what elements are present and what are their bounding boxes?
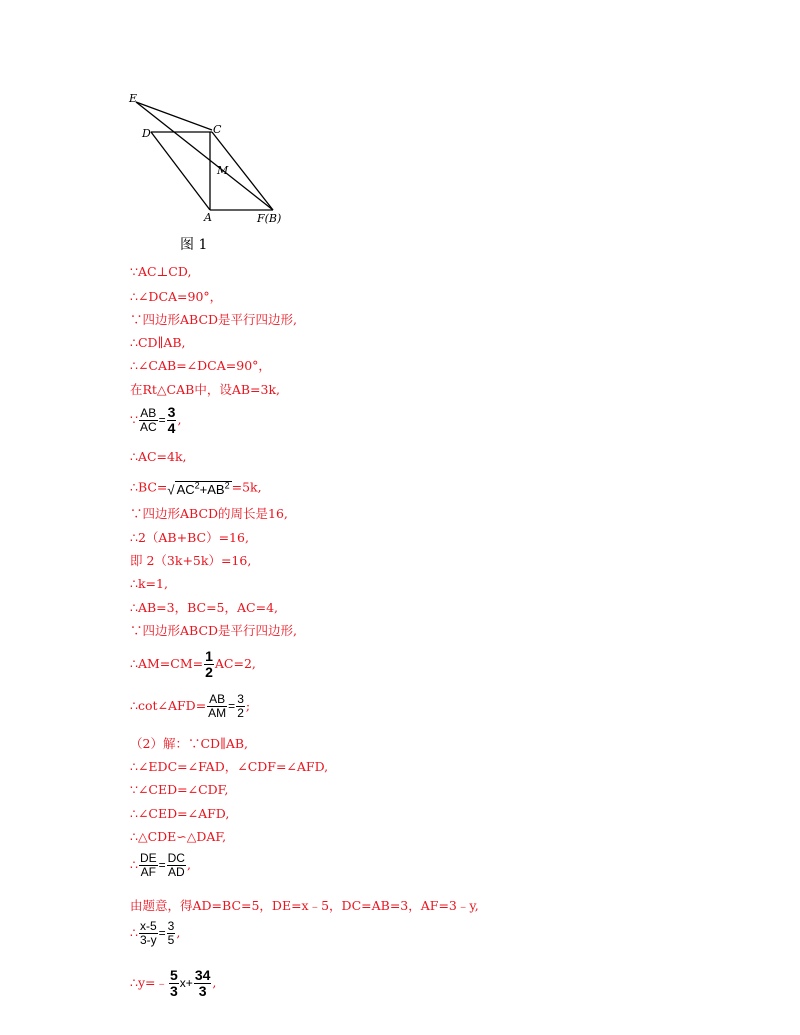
suffix: , bbox=[212, 975, 217, 990]
fraction bbox=[167, 405, 177, 436]
proof-line: ∴k=1, bbox=[130, 576, 168, 591]
denominator: AD bbox=[167, 865, 185, 879]
denominator: 2 bbox=[237, 706, 244, 720]
suffix: =5k, bbox=[231, 479, 262, 495]
prefix: ∴ bbox=[130, 925, 138, 940]
denominator: 3 bbox=[170, 983, 178, 999]
label-FB: F(B) bbox=[257, 212, 282, 225]
fraction bbox=[139, 407, 158, 434]
segment-DA bbox=[151, 132, 210, 210]
geometry-figure bbox=[120, 88, 300, 228]
label-C: C bbox=[213, 123, 222, 136]
prefix: ∴cot∠AFD= bbox=[130, 698, 207, 713]
suffix: , bbox=[186, 857, 191, 872]
denominator: AF bbox=[140, 865, 156, 879]
suffix: ; bbox=[245, 698, 251, 713]
proof-line-sqrt bbox=[130, 478, 262, 498]
suffix: , bbox=[177, 412, 182, 427]
proof-line: ∵四边形ABCD的周长是16, bbox=[130, 506, 288, 521]
proof-line: ∴AC=4k, bbox=[130, 449, 187, 464]
proof-line: ∵四边形ABCD是平行四边形, bbox=[130, 312, 298, 327]
proof-line: 即 2（3k+5k）=16, bbox=[130, 553, 252, 568]
denominator: 3 bbox=[198, 983, 207, 999]
variable-term: x+ bbox=[179, 976, 193, 990]
numerator: 3 bbox=[167, 919, 175, 933]
radicand-part: +AB bbox=[199, 482, 225, 498]
prefix: ∴BC= bbox=[130, 479, 168, 495]
exponent: 2 bbox=[194, 481, 200, 491]
radicand-part: AC bbox=[176, 482, 195, 498]
fraction bbox=[236, 693, 245, 720]
numerator: AB bbox=[209, 692, 226, 706]
proof-line-fraction bbox=[130, 693, 250, 720]
denominator: AC bbox=[139, 420, 157, 434]
proof-line: ∵∠CED=∠CDF, bbox=[130, 782, 229, 797]
equals: = bbox=[158, 413, 166, 427]
proof-line: 由题意，得AD=BC=5，DE=x﹣5，DC=AB=3，AF=3﹣y, bbox=[130, 898, 479, 913]
numerator: x-5 bbox=[139, 919, 157, 933]
proof-line: ∴CD∥AB, bbox=[130, 335, 186, 350]
equals: = bbox=[158, 926, 166, 940]
fraction bbox=[167, 920, 176, 947]
proof-line: （2）解：∵CD∥AB, bbox=[130, 736, 248, 751]
proof-line: ∴∠DCA=90°， bbox=[130, 289, 223, 304]
fraction bbox=[139, 852, 158, 879]
equals: = bbox=[228, 699, 236, 713]
fraction bbox=[167, 852, 186, 879]
numerator: 3 bbox=[167, 404, 176, 420]
denominator: 4 bbox=[167, 420, 176, 436]
square-root: √ $AC^2+AB^2$ bbox=[167, 481, 230, 498]
prefix: ∴y=﹣ bbox=[130, 975, 168, 990]
prefix: ∵ bbox=[130, 412, 138, 427]
label-M: M bbox=[217, 164, 229, 177]
proof-line: ∴△CDE∽△DAF, bbox=[130, 829, 227, 844]
proof-line: ∵四边形ABCD是平行四边形, bbox=[130, 623, 298, 638]
proof-line: ∵AC⊥CD, bbox=[130, 264, 192, 279]
fraction bbox=[207, 693, 227, 720]
numerator: 34 bbox=[194, 967, 211, 983]
fraction bbox=[194, 968, 212, 999]
fraction bbox=[169, 968, 179, 999]
proof-line: ∴2（AB+BC）=16, bbox=[130, 530, 249, 545]
proof-line-fraction bbox=[130, 968, 216, 999]
label-D: D bbox=[142, 127, 151, 140]
label-A: A bbox=[204, 211, 212, 224]
exponent: 2 bbox=[224, 481, 230, 491]
denominator: 2 bbox=[205, 664, 213, 680]
fraction bbox=[204, 649, 214, 680]
label-E: E bbox=[129, 92, 138, 105]
proof-line: ∴∠EDC=∠FAD，∠CDF=∠AFD, bbox=[130, 759, 329, 774]
denominator: AM bbox=[208, 706, 227, 720]
proof-line: 在Rt△CAB中，设AB=3k, bbox=[130, 382, 281, 397]
prefix: ∴AM=CM= bbox=[130, 656, 204, 671]
suffix: AC=2, bbox=[214, 656, 256, 671]
proof-line-fraction bbox=[130, 920, 180, 947]
proof-line-fraction bbox=[130, 405, 181, 436]
numerator: 1 bbox=[205, 648, 213, 664]
proof-line-fraction bbox=[130, 852, 191, 879]
segment-EF bbox=[136, 102, 273, 210]
numerator: AB bbox=[140, 406, 157, 420]
figure-caption: 图 1 bbox=[180, 237, 208, 253]
numerator: DE bbox=[139, 851, 157, 865]
numerator: 5 bbox=[170, 967, 178, 983]
denominator: 5 bbox=[167, 933, 175, 947]
proof-line-fraction bbox=[130, 649, 256, 680]
segment-EC bbox=[136, 102, 212, 130]
proof-line: ∴∠CED=∠AFD, bbox=[130, 806, 230, 821]
numerator: 3 bbox=[237, 692, 244, 706]
denominator: 3-y bbox=[139, 933, 157, 947]
numerator: DC bbox=[167, 851, 185, 865]
fraction bbox=[139, 920, 158, 947]
proof-line: ∴∠CAB=∠DCA=90°， bbox=[130, 358, 271, 373]
prefix: ∴ bbox=[130, 857, 138, 872]
equals: = bbox=[158, 858, 166, 872]
suffix: , bbox=[176, 925, 181, 940]
proof-line: ∴AB=3，BC=5，AC=4, bbox=[130, 600, 278, 615]
